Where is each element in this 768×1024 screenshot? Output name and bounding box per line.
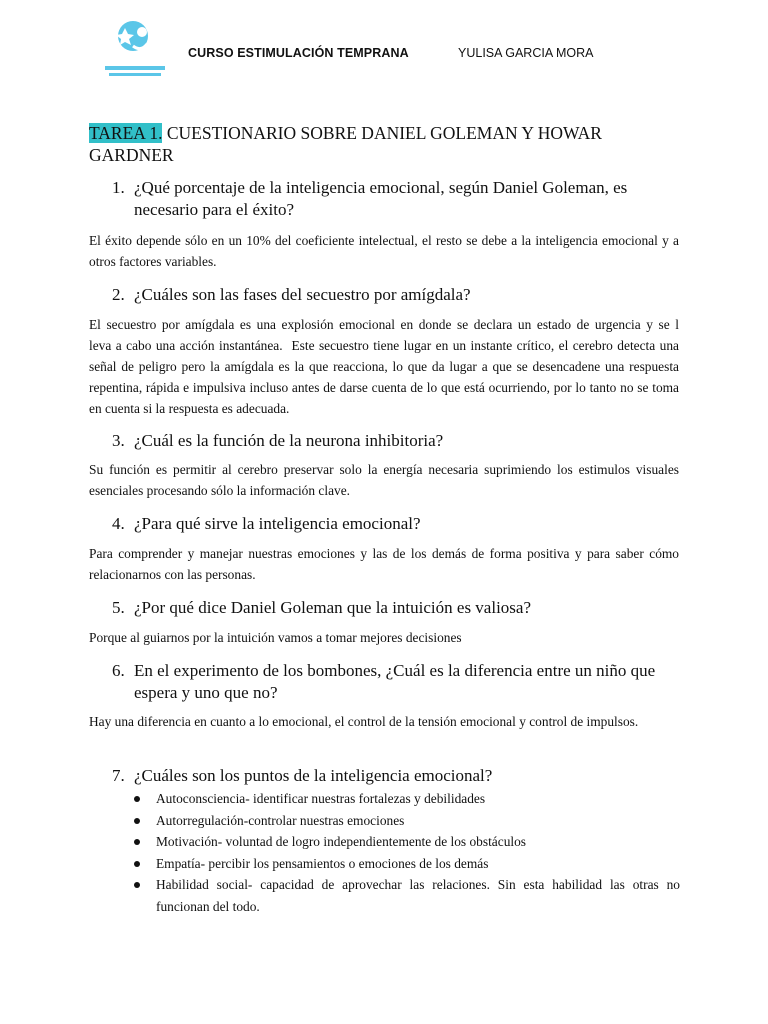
association-logo <box>103 16 167 80</box>
emotional-intelligence-points <box>130 788 680 917</box>
answer-1: El éxito depende sólo en un 10% del coeficiente intelectual, el resto se debe a la inteligencia emocional y a otros factores variables. <box>89 233 679 269</box>
answer-2: El secuestro por amígdala es una explosión emocional en donde se declara un estado de urgencia y se l leva a cabo una acción instantánea. Este secuestro tiene lugar en un instante crítico, el cerebro detecta una señal de peligro pero la amígdala es la que reacciona, lo que da lugar a que se desencadene una respuesta repentina, rápida e impulsiva incluso antes de darse cuenta de lo que está ocurriendo, por lo tanto no se toma en cuenta si la respuesta es adecuada. <box>89 317 750 416</box>
list-item: Motivación- voluntad de logro independientemente de los obstáculos <box>130 831 680 853</box>
title-text: CUESTIONARIO SOBRE DANIEL GOLEMAN Y HOWAR GARDNER <box>89 123 602 165</box>
answer-4: Para comprender y manejar nuestras emociones y las de los demás de forma positiva y para saber cómo relacionarnos con las personas. <box>89 546 679 582</box>
answer-5: Porque al guiarnos por la intuición vamos a tomar mejores decisiones <box>89 630 462 645</box>
document-title <box>89 122 689 166</box>
author-name: YULISA GARCIA MORA <box>458 46 594 60</box>
list-item: Autorregulación-controlar nuestras emociones <box>130 810 680 832</box>
title-highlight: TAREA 1. <box>89 123 163 143</box>
answer-3: Su función es permitir al cerebro preservar solo la energía necesaria suprimiendo los estimulos visuales esenciales procesando sólo la información clave. <box>89 462 679 498</box>
answer-6: Hay una diferencia en cuanto a lo emocional, el control de la tensión emocional y control de impulsos. <box>89 714 639 729</box>
list-item: Empatía- percibir los pensamientos o emociones de los demás <box>130 853 680 875</box>
list-item: Habilidad social- capacidad de aprovechar las relaciones. Sin esta habilidad las otras no funcionan del todo. <box>130 874 680 917</box>
page-header <box>0 0 768 90</box>
list-item: Autoconsciencia- identificar nuestras fortalezas y debilidades <box>130 788 680 810</box>
course-title: CURSO ESTIMULACIÓN TEMPRANA <box>188 46 409 60</box>
